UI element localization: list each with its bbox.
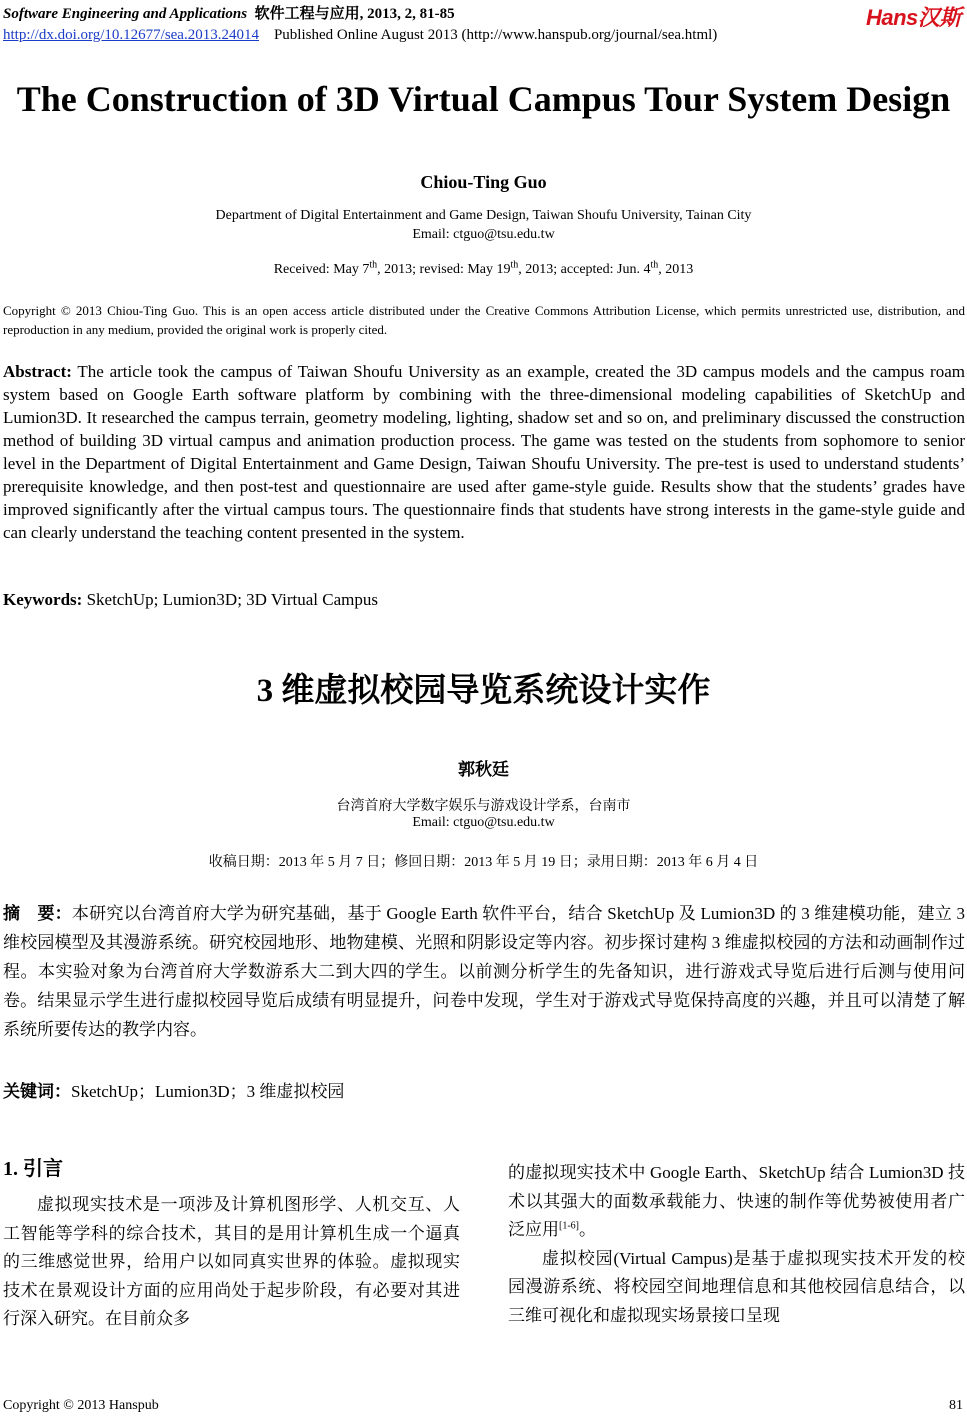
email-zh: Email: ctguo@tsu.edu.tw (412, 815, 555, 830)
abstract-zh-label: 摘 要： (3, 904, 72, 923)
intro-left-column: 虚拟现实技术是一项涉及计算机图形学、人机交互、人工智能等学科的综合技术，其目的是用计算机生成一个逼真的三维感觉世界，给用户以如同真实世界的体验。虚拟现实技术在景观设计方面的应用尚处于起步阶段，有必要对其进行深入研究。在目前众多 (3, 1195, 460, 1328)
email-en: Email: ctguo@tsu.edu.tw (412, 227, 555, 242)
abstract-text: The article took the campus of Taiwan Shoufu University as an example, created the 3D campus models and the campus roam system based on Google Earth software platform by combining with the three-dimensional modeling capabilities of SketchUp and Lumion3D. It researched the campus terrain, geometry modeling, lighting, shadow set and so on, and preliminary discussed the construction method of building 3D virtual campus and animation production process. The game was tested on the students from sophomore to senior level in the Department of Digital Entertainment and Game Design, Taiwan Shoufu University. The pre-test is used to understand students’ prerequisite knowledge, and then post-test and questionnaire are used after game-style guide. Results show that the students’ grades have improved significantly after the virtual campus tours. The questionnaire finds that students have strong interests in the game-style guide and can clearly understand the teaching content presented in the system. (3, 362, 965, 542)
author-zh: 郭秋廷 (458, 760, 509, 779)
intro-right-para1: 的虚拟现实技术中 Google Earth、SketchUp 结合 Lumion3D 技术以其强大的面数承载能力、快速的制作等优势被使用者广泛应用[1-6]。 (508, 1163, 965, 1239)
journal-name-zh: 软件工程与应用, 2013, 2, 81-85 (254, 6, 455, 22)
keywords-label: Keywords: (3, 590, 83, 609)
author-en: Chiou-Ting Guo (420, 172, 547, 192)
paper-title-en: The Construction of 3D Virtual Campus Tour System Design (16, 79, 951, 119)
journal-name-en: Software Engineering and Applications (3, 6, 248, 22)
paper-title-zh: 3 维虚拟校园导览系统设计实作 (256, 673, 711, 709)
keywords-en (3, 590, 965, 610)
abstract-zh-text: 本研究以台湾首府大学为研究基础，基于 Google Earth 软件平台，结合 SketchUp 及 Lumion3D 的 3 维建模功能，建立 3 维校园模型及其漫游系统。研究校园地形、地物建模、光照和阴影设定等内容。初步探讨建构 3 维虚拟校园的方法和动画制作过程。本实验对象为台湾首府大学数游系大二到大四的学生。以前测分析学生的先备知识，进行游戏式导览后进行后测与使用问卷。结果显示学生进行虚拟校园导览后成绩有明显提升，问卷中发现，学生对于游戏式导览保持高度的兴趣，并且可以清楚了解系统所要传达的教学内容。 (3, 904, 966, 1039)
published-info: Published Online August 2013 (http://www.hanspub.org/journal/sea.html) (273, 27, 718, 43)
intro-right-para2: 虚拟校园(Virtual Campus)是基于虚拟现实技术开发的校园漫游系统、将校园空间地理信息和其他校园信息结合，以三维可视化和虚拟现实场景接口呈现 (508, 1248, 965, 1325)
keywords-zh-text: SketchUp；Lumion3D；3 维虚拟校园 (71, 1082, 345, 1101)
page-number: 81 (949, 1398, 963, 1413)
journal-header (3, 2, 455, 23)
affiliation-zh: 台湾首府大学数字娱乐与游戏设计学系，台南市 (336, 799, 631, 814)
intro-right-column (508, 1159, 965, 1330)
dates-zh: 收稿日期：2013 年 5 月 7 日；修回日期：2013 年 5 月 19 日；录用日期：2013 年 6 月 4 日 (208, 855, 759, 870)
affiliation-en: Department of Digital Entertainment and Game Design, Taiwan Shoufu University, Tainan City (215, 208, 752, 223)
hans-logo: Hans汉斯 (866, 5, 961, 30)
abstract-zh (3, 899, 965, 1044)
dates-en: Received: May 7th, 2013; revised: May 19th, 2013; accepted: Jun. 4th, 2013 (273, 259, 694, 277)
doi-line (3, 27, 717, 44)
footer-copyright: Copyright © 2013 Hanspub (3, 1398, 159, 1413)
section-heading-intro: 1. 引言 (3, 1158, 63, 1180)
keywords-zh-label: 关键词： (3, 1082, 71, 1101)
keywords-text: SketchUp; Lumion3D; 3D Virtual Campus (82, 590, 379, 609)
abstract-en (3, 360, 965, 544)
copyright-notice: Copyright © 2013 Chiou-Ting Guo. This is an open access article distributed under the Creative Commons Attribution License, which permits unrestricted use, distribution, and reproduction in any medium, provided the original work is properly cited. (3, 303, 965, 337)
abstract-label: Abstract: (3, 362, 72, 381)
doi-link[interactable]: http://dx.doi.org/10.12677/sea.2013.24014 (3, 27, 259, 43)
keywords-zh (3, 1077, 965, 1102)
